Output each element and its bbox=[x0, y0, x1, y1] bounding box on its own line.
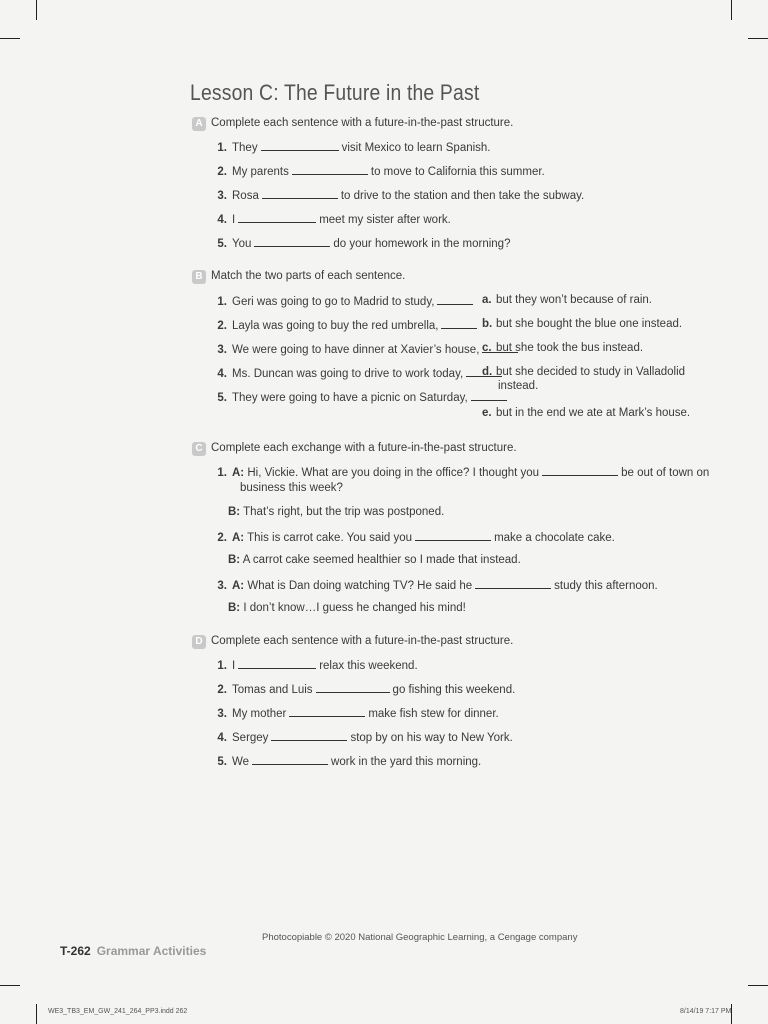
section-instruction: Complete each sentence with a future-in-the-past structure. bbox=[211, 635, 514, 647]
item-text: meet my sister after work. bbox=[319, 214, 451, 226]
item-text: business this week? bbox=[240, 482, 343, 494]
exchange-continued bbox=[240, 482, 343, 494]
page-title: Lesson C: The Future in the Past bbox=[190, 80, 480, 105]
exchange-reply bbox=[228, 554, 521, 566]
item-number: 3. bbox=[217, 580, 227, 592]
item-number: 1. bbox=[217, 142, 227, 154]
answer-blank[interactable] bbox=[292, 164, 368, 175]
item-letter: c. bbox=[482, 342, 492, 354]
item-number: 1. bbox=[217, 296, 227, 308]
speaker-label: A: bbox=[232, 467, 245, 479]
item-text: I bbox=[232, 214, 236, 226]
match-item-left bbox=[210, 318, 480, 332]
section-badge: D bbox=[192, 635, 206, 649]
item-letter: b. bbox=[482, 318, 493, 330]
item-text: My mother bbox=[232, 708, 287, 720]
item-text: but they won’t because of rain. bbox=[496, 294, 652, 306]
answer-blank[interactable] bbox=[289, 706, 365, 717]
item-text: visit Mexico to learn Spanish. bbox=[341, 142, 491, 154]
section-c-header bbox=[192, 441, 712, 457]
item-number: 3. bbox=[217, 344, 227, 356]
crop-mark bbox=[748, 985, 768, 986]
item-text: Rosa bbox=[232, 190, 259, 202]
section-a-header bbox=[192, 116, 712, 132]
answer-blank[interactable] bbox=[238, 212, 316, 223]
item-text: but she decided to study in Valladolid bbox=[496, 366, 686, 378]
answer-blank[interactable] bbox=[441, 318, 477, 329]
match-item-left bbox=[210, 366, 505, 380]
page-number: T-262 bbox=[60, 944, 91, 958]
exercise-item bbox=[210, 706, 499, 720]
answer-blank[interactable] bbox=[316, 682, 390, 693]
print-slug-date: 8/14/19 7:17 PM bbox=[680, 1008, 732, 1015]
item-text: Layla was going to buy the red umbrella, bbox=[232, 320, 439, 332]
item-text: be out of town on bbox=[621, 467, 710, 479]
item-text: relax this weekend. bbox=[319, 660, 418, 672]
item-number: 5. bbox=[217, 392, 227, 404]
section-badge: C bbox=[192, 442, 206, 456]
answer-blank[interactable] bbox=[475, 578, 551, 589]
answer-blank[interactable] bbox=[415, 530, 491, 541]
match-item-right bbox=[482, 318, 682, 330]
item-text: I don’t know…I guess he changed his mind! bbox=[243, 602, 466, 614]
item-text: work in the yard this morning. bbox=[331, 756, 482, 768]
item-number: 3. bbox=[217, 190, 227, 202]
match-item-right bbox=[482, 294, 652, 306]
item-text: What is Dan doing watching TV? He said he bbox=[247, 580, 473, 592]
item-text: Tomas and Luis bbox=[232, 684, 313, 696]
speaker-label: A: bbox=[232, 532, 245, 544]
item-text: Sergey bbox=[232, 732, 269, 744]
item-number: 4. bbox=[217, 214, 227, 226]
crop-mark bbox=[0, 985, 20, 986]
crop-mark bbox=[0, 38, 20, 39]
exercise-item bbox=[210, 682, 515, 696]
page-footer bbox=[60, 944, 206, 958]
item-text: make a chocolate cake. bbox=[494, 532, 615, 544]
section-badge: A bbox=[192, 117, 206, 131]
section-instruction: Match the two parts of each sentence. bbox=[211, 270, 406, 282]
crop-mark bbox=[748, 38, 768, 39]
item-number: 5. bbox=[217, 756, 227, 768]
section-b-header bbox=[192, 269, 712, 285]
match-item-right bbox=[482, 342, 643, 354]
crop-mark bbox=[36, 0, 37, 20]
item-text: study this afternoon. bbox=[554, 580, 658, 592]
exercise-item bbox=[210, 658, 418, 672]
item-text: but she bought the blue one instead. bbox=[496, 318, 683, 330]
item-text: You bbox=[232, 238, 252, 250]
item-text-continued: instead. bbox=[498, 380, 539, 392]
exercise-item bbox=[210, 164, 545, 178]
section-c bbox=[192, 441, 712, 614]
print-slug-file: WE3_TB3_EM_GW_241_264_PP3.indd 262 bbox=[48, 1008, 188, 1015]
item-text: We were going to have dinner at Xavier’s house, bbox=[232, 344, 480, 356]
section-d bbox=[192, 634, 712, 768]
answer-blank[interactable] bbox=[437, 294, 473, 305]
section-d-header bbox=[192, 634, 712, 650]
exchange-item bbox=[210, 465, 709, 479]
section-a bbox=[192, 116, 712, 250]
item-text: go fishing this weekend. bbox=[392, 684, 516, 696]
item-number: 1. bbox=[217, 467, 227, 479]
item-text: but she took the bus instead. bbox=[496, 342, 644, 354]
exercise-item bbox=[210, 212, 451, 226]
item-text: to drive to the station and then take the subway. bbox=[340, 190, 585, 202]
answer-blank[interactable] bbox=[262, 188, 338, 199]
item-number: 2. bbox=[217, 166, 227, 178]
item-letter: e. bbox=[482, 407, 492, 419]
exercise-item bbox=[210, 188, 584, 202]
item-text: stop by on his way to New York. bbox=[350, 732, 513, 744]
item-text: That’s right, but the trip was postponed. bbox=[243, 506, 445, 518]
item-number: 2. bbox=[217, 532, 227, 544]
item-number: 3. bbox=[217, 708, 227, 720]
match-item-right bbox=[482, 407, 690, 419]
item-text: We bbox=[232, 756, 250, 768]
match-item-left bbox=[210, 342, 521, 356]
item-text: They were going to have a picnic on Saturday, bbox=[232, 392, 468, 404]
item-letter: a. bbox=[482, 294, 492, 306]
answer-blank[interactable] bbox=[252, 754, 328, 765]
section-instruction: Complete each exchange with a future-in-the-past structure. bbox=[211, 442, 517, 454]
crop-mark bbox=[731, 0, 732, 20]
page-section-label: Grammar Activities bbox=[96, 944, 207, 958]
answer-blank[interactable] bbox=[542, 465, 618, 476]
item-number: 4. bbox=[217, 368, 227, 380]
item-number: 2. bbox=[217, 684, 227, 696]
item-text: Ms. Duncan was going to drive to work today, bbox=[232, 368, 464, 380]
item-text: to move to California this summer. bbox=[370, 166, 545, 178]
item-text: They bbox=[232, 142, 258, 154]
exchange-item bbox=[210, 530, 615, 544]
answer-blank[interactable] bbox=[271, 730, 347, 741]
item-text: This is carrot cake. You said you bbox=[247, 532, 413, 544]
exercise-item bbox=[210, 140, 491, 154]
exchange-reply bbox=[228, 506, 444, 518]
speaker-label: B: bbox=[228, 602, 241, 614]
answer-blank[interactable] bbox=[238, 658, 316, 669]
item-text: My parents bbox=[232, 166, 289, 178]
speaker-label: B: bbox=[228, 554, 241, 566]
speaker-label: B: bbox=[228, 506, 241, 518]
item-text: Hi, Vickie. What are you doing in the office? I thought you bbox=[247, 467, 540, 479]
exchange-reply bbox=[228, 602, 466, 614]
item-text: do your homework in the morning? bbox=[333, 238, 511, 250]
exercise-item bbox=[210, 730, 513, 744]
item-number: 2. bbox=[217, 320, 227, 332]
section-instruction: Complete each sentence with a future-in-the-past structure. bbox=[211, 117, 514, 129]
section-b bbox=[192, 269, 712, 419]
crop-mark bbox=[36, 1004, 37, 1024]
match-item-left bbox=[210, 390, 510, 404]
exercise-item bbox=[210, 754, 481, 768]
section-badge: B bbox=[192, 270, 206, 284]
copyright-notice: Photocopiable © 2020 National Geographic Learning, a Cengage company bbox=[262, 932, 578, 943]
exercise-item bbox=[210, 236, 510, 250]
item-text: A carrot cake seemed healthier so I made that instead. bbox=[242, 554, 521, 566]
match-item-right bbox=[482, 366, 685, 392]
exchange-item bbox=[210, 578, 658, 592]
item-text: make fish stew for dinner. bbox=[368, 708, 499, 720]
item-text: but in the end we ate at Mark’s house. bbox=[496, 407, 691, 419]
item-text: I bbox=[232, 660, 236, 672]
item-text: Geri was going to go to Madrid to study, bbox=[232, 296, 435, 308]
item-number: 5. bbox=[217, 238, 227, 250]
answer-blank[interactable] bbox=[261, 140, 339, 151]
item-number: 4. bbox=[217, 732, 227, 744]
match-item-left bbox=[210, 294, 476, 308]
item-letter: d. bbox=[482, 366, 493, 378]
speaker-label: A: bbox=[232, 580, 245, 592]
item-number: 1. bbox=[217, 660, 227, 672]
answer-blank[interactable] bbox=[254, 236, 330, 247]
